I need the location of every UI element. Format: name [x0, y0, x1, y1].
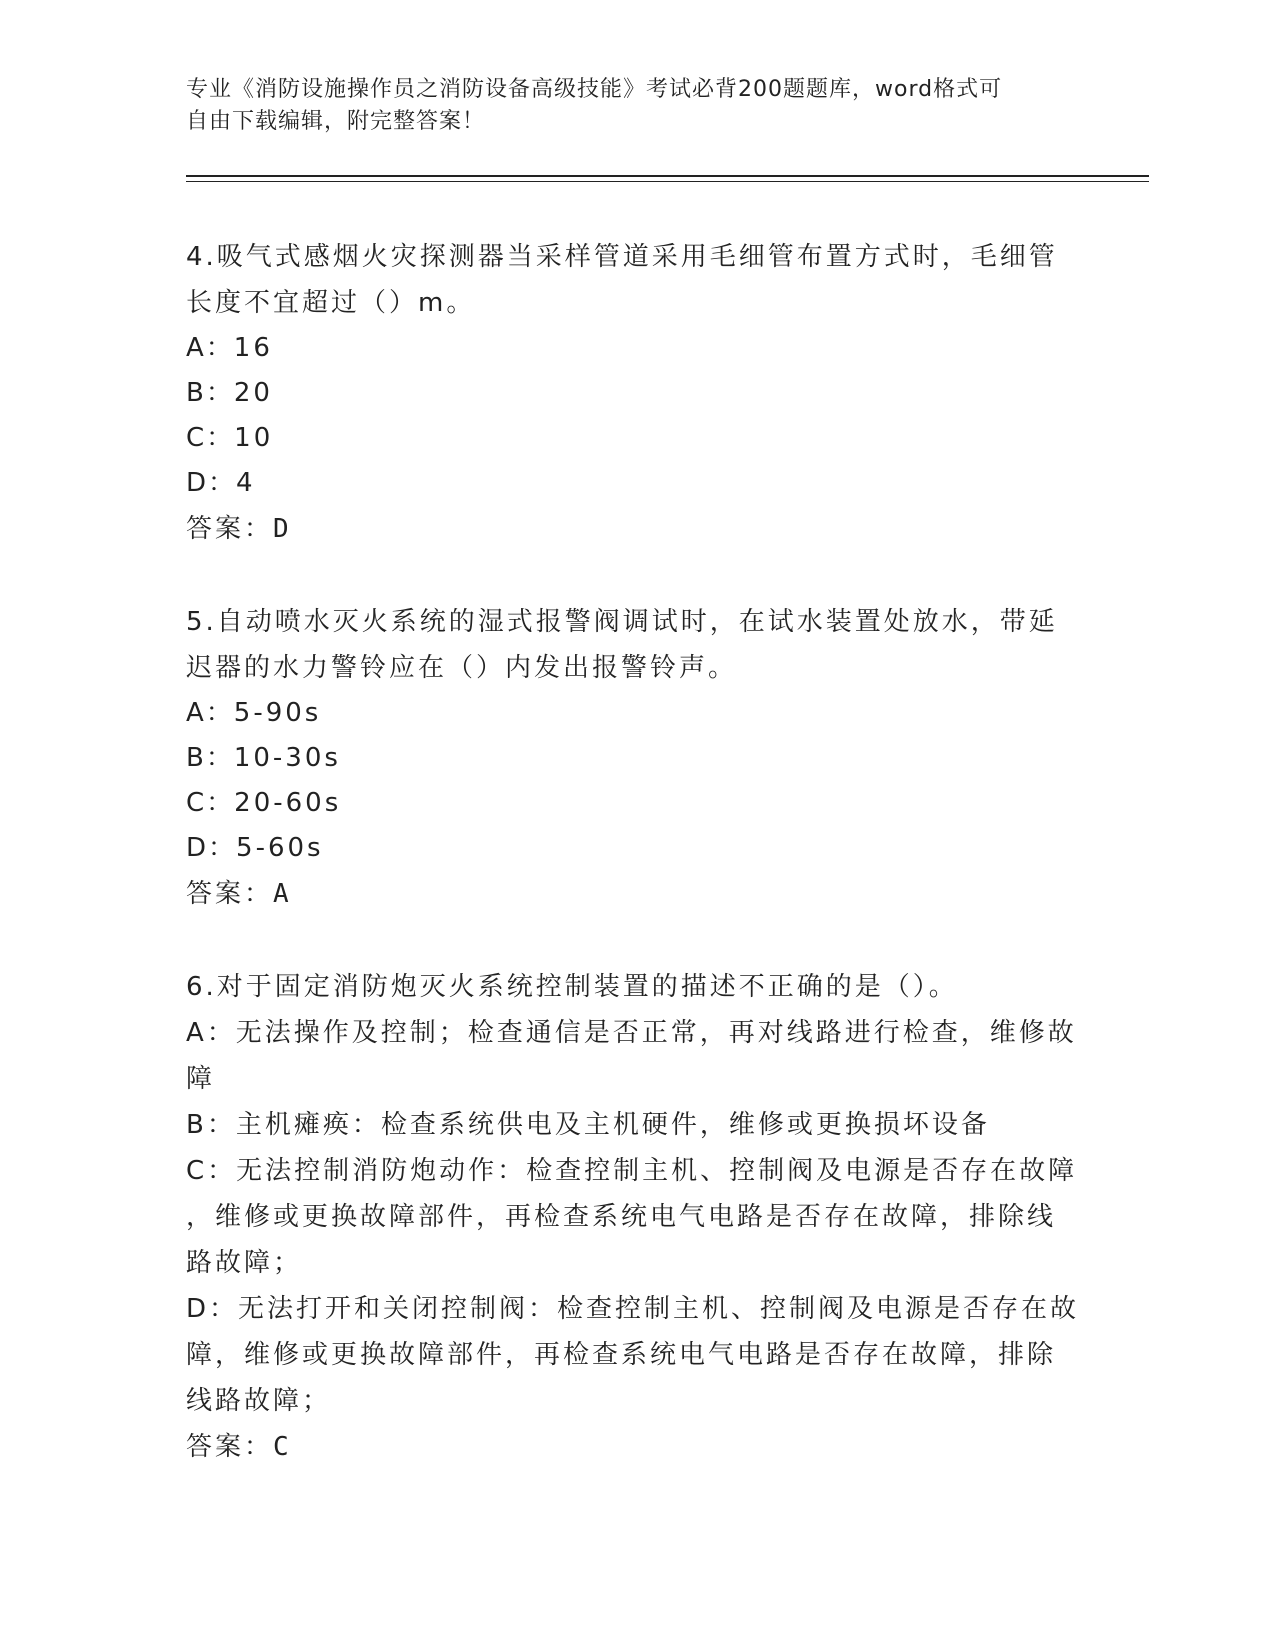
option-text: 16 — [233, 333, 273, 363]
option-text-line: D：无法打开和关闭控制阀：检查控制主机、控制阀及电源是否存在故 — [186, 1294, 1080, 1324]
answer-value: D — [273, 514, 292, 544]
answer-label: 答案： — [186, 879, 274, 909]
option-a — [186, 326, 1086, 371]
option-label: C： — [186, 423, 235, 453]
answer-value: A — [273, 879, 292, 909]
option-label: A： — [186, 698, 234, 728]
header-divider-bottom — [186, 181, 1149, 182]
option-text-line: ，维修或更换故障部件，再检查系统电气电路是否存在故障，排除线 — [186, 1202, 1057, 1232]
question-text-line: 5.自动喷水灭火系统的湿式报警阀调试时，在试水装置处放水，带延 — [186, 607, 1058, 637]
document-header — [186, 74, 1086, 138]
question-text-line: 6.对于固定消防炮灭火系统控制装置的描述不正确的是（）。 — [186, 972, 958, 1002]
option-label: A： — [186, 333, 234, 363]
option-c — [186, 781, 1086, 826]
answer-label: 答案： — [186, 514, 274, 544]
option-text: 5-90s — [233, 698, 322, 728]
question-text-line: 迟器的水力警铃应在（）内发出报警铃声。 — [186, 653, 738, 683]
answer-label: 答案： — [186, 1432, 274, 1462]
option-text-line: A：无法操作及控制；检查通信是否正常，再对线路进行检查，维修故 — [186, 1018, 1077, 1048]
header-line-2: 自由下载编辑，附完整答案！ — [186, 109, 486, 134]
answer — [186, 1424, 1086, 1470]
option-d — [186, 461, 1086, 506]
option-text-line: 线路故障； — [186, 1386, 332, 1416]
option-b — [186, 371, 1086, 416]
option-text: 10-30s — [233, 743, 341, 773]
question-5 — [186, 599, 1086, 917]
option-label: B： — [186, 378, 234, 408]
option-label: C： — [186, 788, 235, 818]
answer — [186, 871, 1086, 917]
option-label: B： — [186, 743, 234, 773]
option-text-line: 障，维修或更换故障部件，再检查系统电气电路是否存在故障，排除 — [186, 1340, 1057, 1370]
option-a — [186, 691, 1086, 736]
option-text-line: C：无法控制消防炮动作：检查控制主机、控制阀及电源是否存在故障 — [186, 1156, 1078, 1186]
answer-value: C — [273, 1432, 292, 1462]
option-text: 20 — [233, 378, 273, 408]
option-label: D： — [186, 833, 237, 863]
option-label: D： — [186, 468, 237, 498]
question-4 — [186, 234, 1086, 552]
header-divider-top — [186, 175, 1149, 177]
option-text-line: 路故障； — [186, 1248, 303, 1278]
option-b — [186, 736, 1086, 781]
option-text: 5-60s — [236, 833, 324, 863]
option-text: 4 — [236, 468, 256, 498]
question-text-line: 长度不宜超过（）m。 — [186, 288, 476, 318]
option-text: 10 — [234, 423, 274, 453]
header-line-1: 专业《消防设施操作员之消防设备高级技能》考试必背200题题库，word格式可 — [186, 77, 1003, 102]
answer — [186, 506, 1086, 552]
question-list — [186, 234, 1086, 1517]
option-d — [186, 826, 1086, 871]
option-c — [186, 416, 1086, 461]
option-text: 20-60s — [234, 788, 342, 818]
option-text-line: B：主机瘫痪：检查系统供电及主机硬件，维修或更换损坏设备 — [186, 1110, 990, 1140]
question-6 — [186, 964, 1086, 1470]
option-text-line: 障 — [186, 1064, 216, 1094]
question-text-line: 4.吸气式感烟火灾探测器当采样管道采用毛细管布置方式时，毛细管 — [186, 242, 1058, 272]
